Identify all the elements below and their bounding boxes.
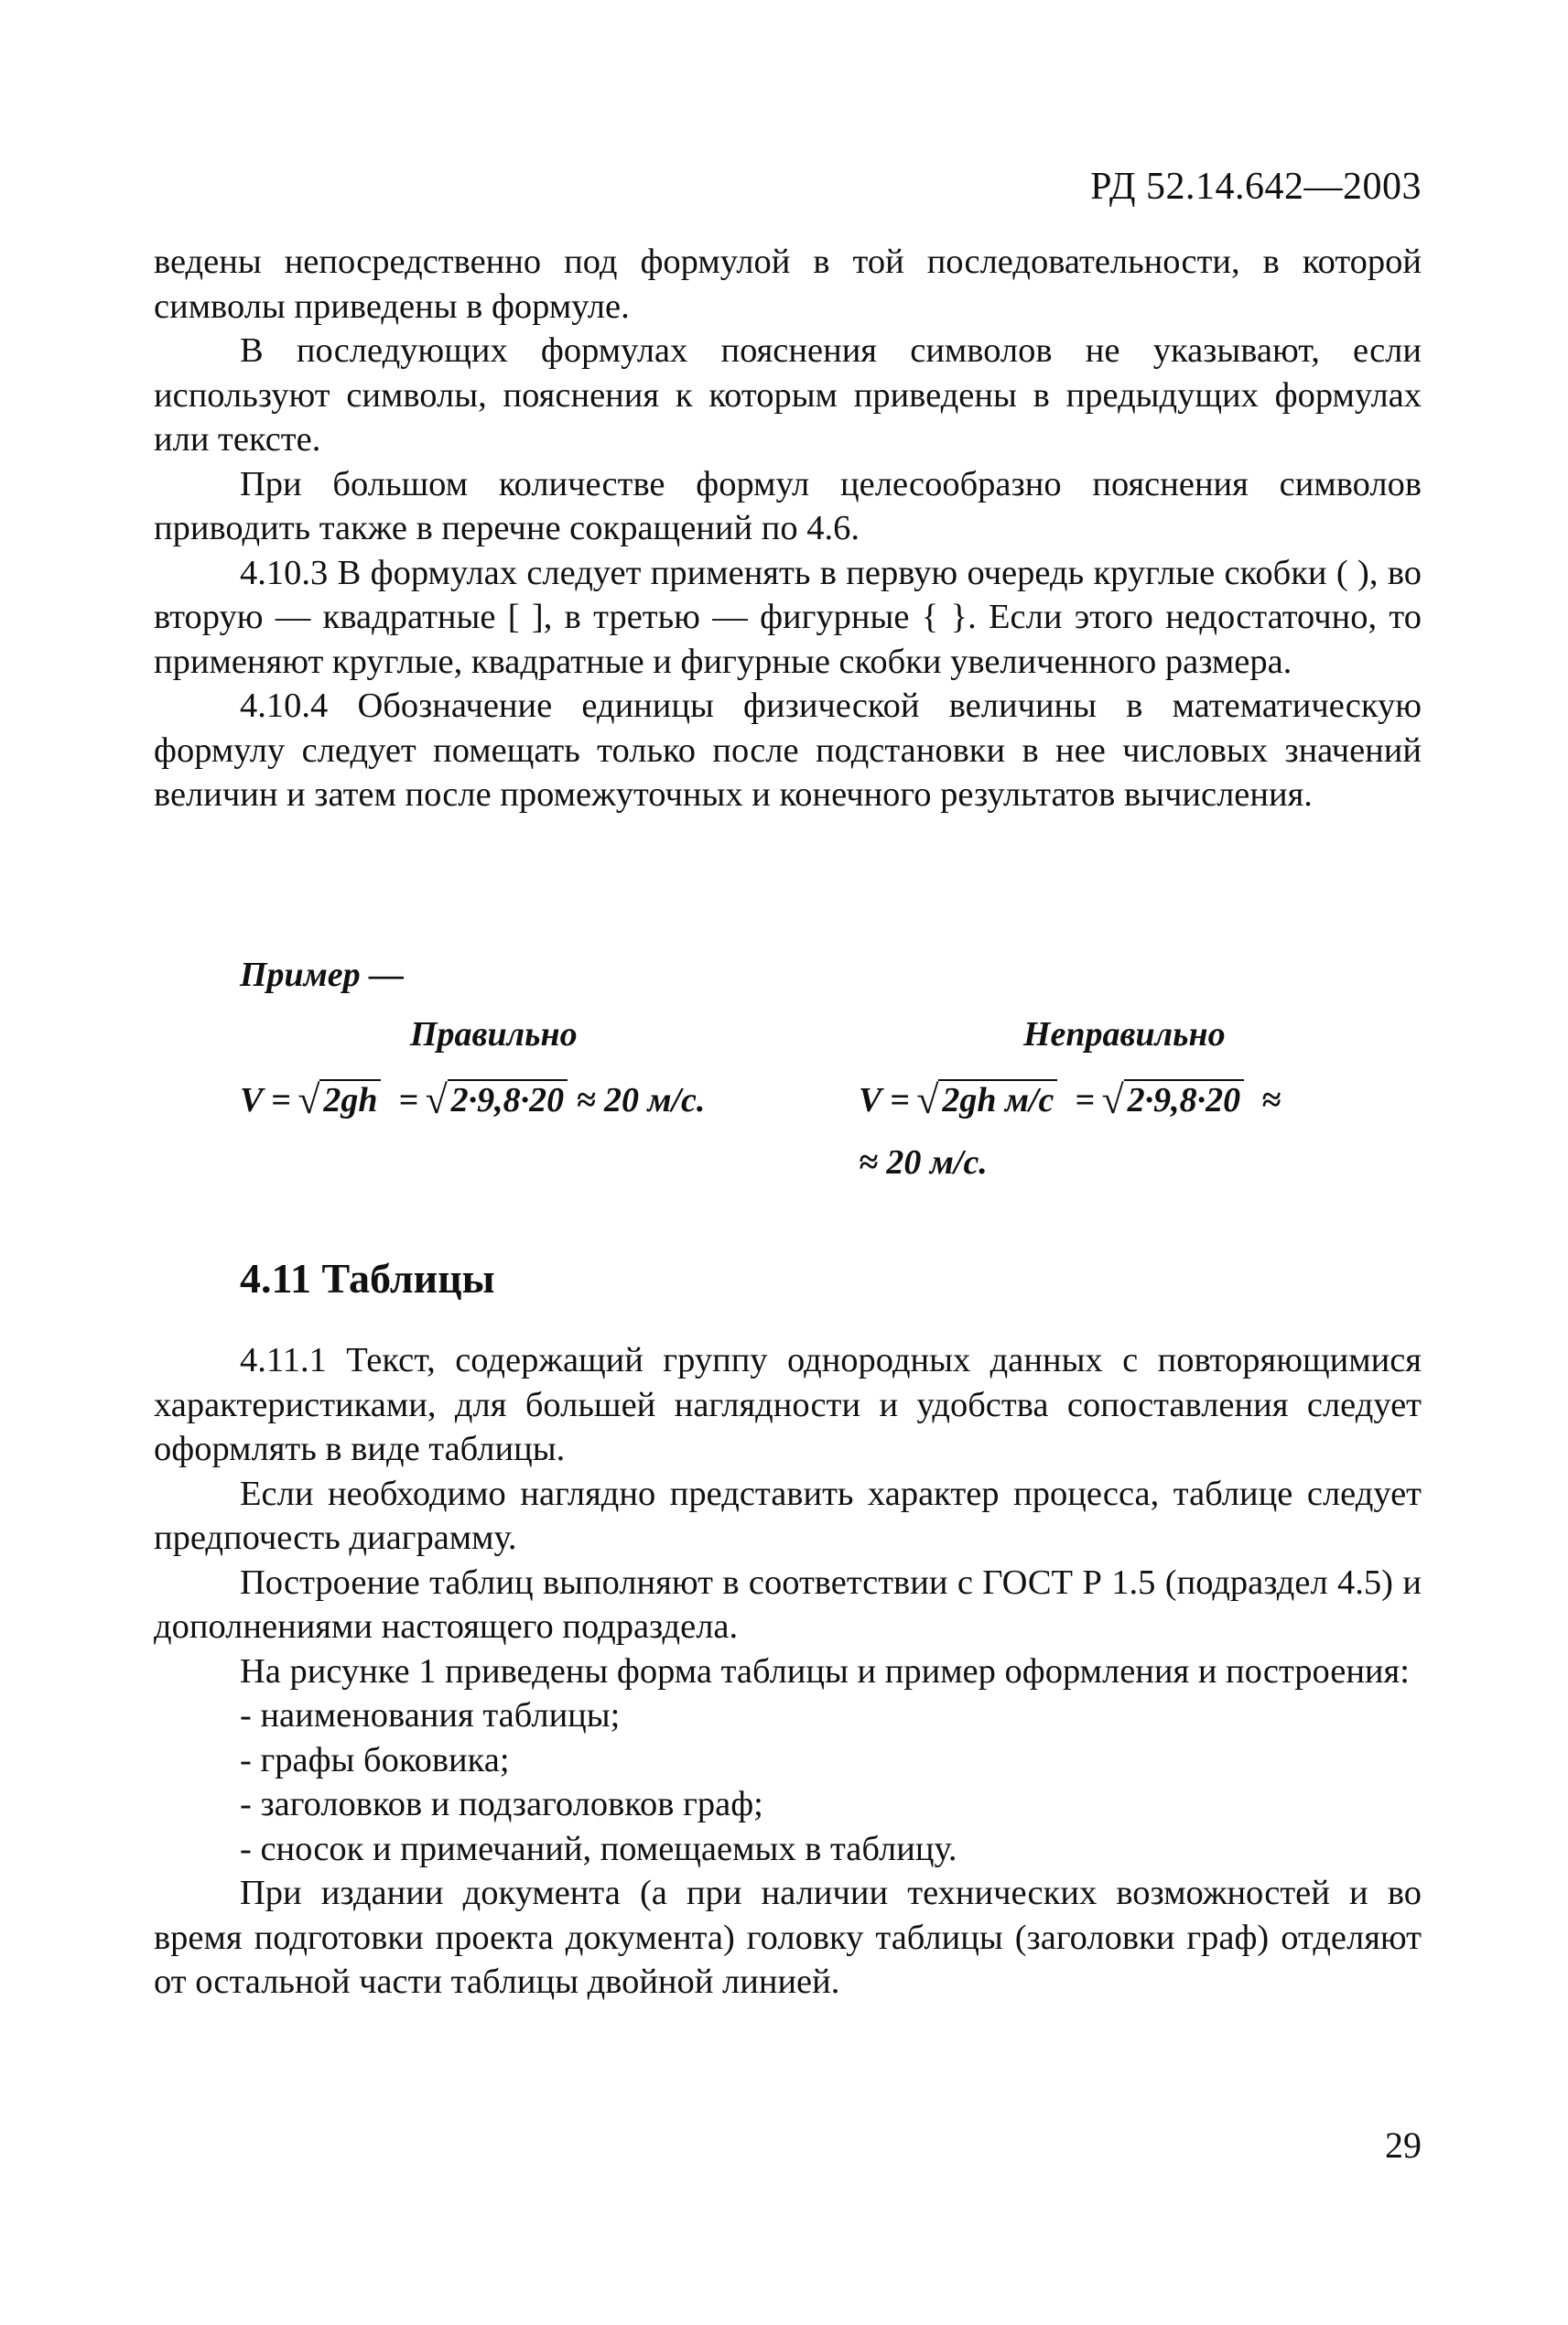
list-item: - заголовков и подзаголовков граф; <box>240 1785 763 1823</box>
formula-eq: = <box>1075 1081 1096 1119</box>
section-title: 4.11 Таблицы <box>240 1255 495 1302</box>
correct-label: Правильно <box>410 1015 578 1054</box>
radicand: 2·9,8·20 <box>448 1079 568 1119</box>
paragraph: При большом количестве формул целесообразно пояснения символов приводить также в перечне сокращений по 4.6. <box>154 464 1422 547</box>
example-label: Пример — <box>240 956 405 994</box>
formula-approx: ≈ <box>1261 1081 1281 1119</box>
sqrt-symbol <box>1104 1080 1245 1120</box>
paragraph: ведены непосредственно под формулой в той последовательности, в которой символы приведены в формуле. <box>154 243 1422 326</box>
document-id: РД 52.14.642—2003 <box>1090 166 1422 208</box>
sqrt-symbol <box>299 1080 381 1120</box>
radicand: 2gh м/с <box>938 1079 1057 1119</box>
formula-lhs: V = <box>859 1081 910 1119</box>
body-text-bottom <box>154 1338 1422 2005</box>
paragraph: На рисунке 1 приведены форма таблицы и пример оформления и построения: <box>240 1651 1410 1691</box>
body-text-top <box>154 240 1422 817</box>
radicand: 2·9,8·20 <box>1124 1079 1245 1119</box>
list-item: - наименования таблицы; <box>240 1696 621 1735</box>
formula-eq: = <box>398 1081 419 1119</box>
paragraph: 4.10.4 Обозначение единицы физической величины в математическую формулу следует помещать только после подстановки в нее числовых значений величин и затем после промежуточных и конечного результатов вычисления. <box>154 687 1422 814</box>
formula-result: ≈ 20 м/с. <box>576 1081 706 1119</box>
paragraph: Если необходимо наглядно представить характер процесса, таблице следует предпочесть диаграмму. <box>154 1474 1422 1557</box>
paragraph: При издании документа (а при наличии технических возможностей и во время подготовки проекта документа) головку таблицы (заголовки граф) отделяют от остальной части таблицы двойной линией. <box>154 1874 1422 2001</box>
incorrect-formula-line2: ≈ 20 м/с. <box>859 1143 988 1182</box>
correct-formula <box>240 1080 705 1120</box>
sqrt-symbol <box>427 1080 568 1120</box>
paragraph: В последующих формулах пояснения символов не указывают, если используют символы, пояснения к которым приведены в предыдущих формулах или тексте. <box>154 331 1422 459</box>
paragraph: Построение таблиц выполняют в соответствии с ГОСТ Р 1.5 (подраздел 4.5) и дополнениями настоящего подраздела. <box>154 1563 1422 1646</box>
paragraph: 4.11.1 Текст, содержащий группу однородных данных с повторяющимися характеристиками, для большей наглядности и удобства сопоставления следует оформлять в виде таблицы. <box>154 1341 1422 1468</box>
paragraph: 4.10.3 В формулах следует применять в первую очередь круглые скобки ( ), во вторую — квадратные [ ], в третью — фигурные { }. Если этого недостаточно, то применяют круглые, квадратные и фигурные скобки увеличенного размера. <box>154 553 1422 681</box>
formula-lhs: V = <box>240 1081 291 1119</box>
page-number: 29 <box>1385 2125 1422 2166</box>
list-item: - графы боковика; <box>240 1740 510 1779</box>
radicand: 2gh <box>319 1079 381 1119</box>
incorrect-label: Неправильно <box>1023 1015 1226 1054</box>
list-item: - сносок и примечаний, помещаемых в таблицу. <box>240 1829 957 1868</box>
incorrect-formula <box>859 1080 1281 1120</box>
sqrt-symbol <box>918 1080 1057 1120</box>
